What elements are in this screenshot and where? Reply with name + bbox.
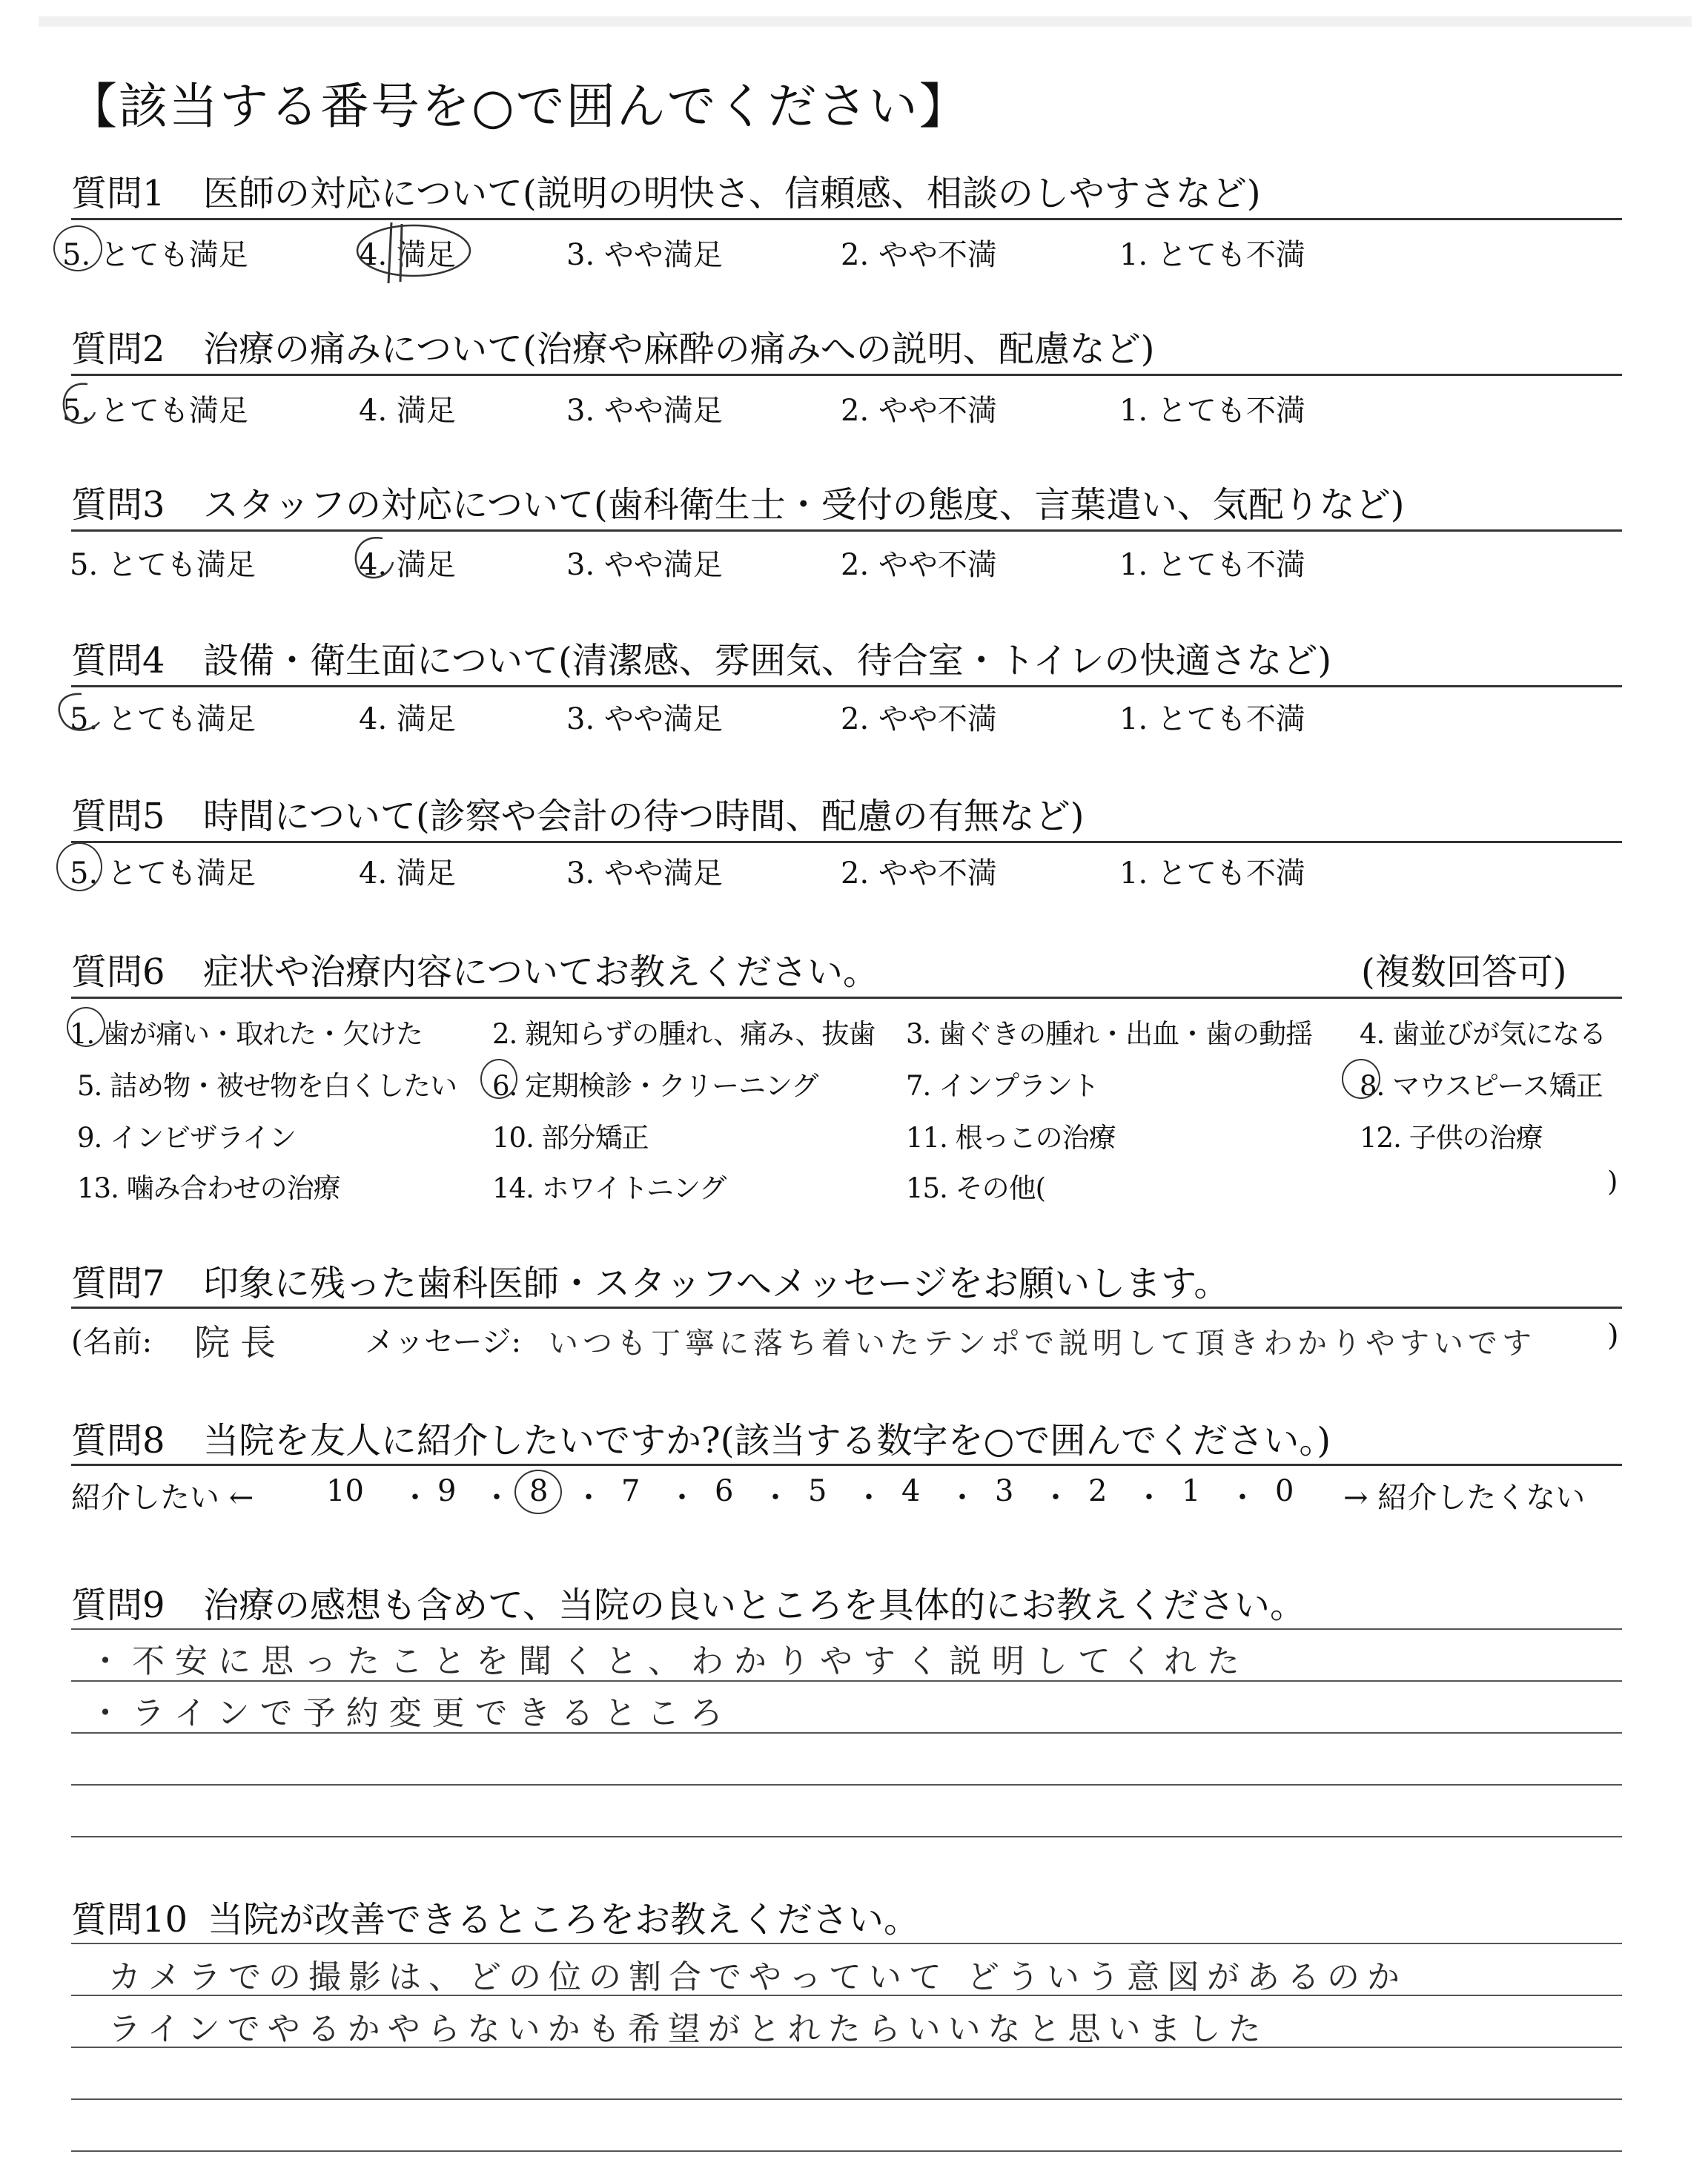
message-value[interactable]: いつも丁寧に落ち着いたテンポで説明して頂きわかりやすいです bbox=[549, 1327, 1536, 1361]
question-text: 症状や治療内容についてお教えください。 bbox=[203, 951, 879, 993]
name-label: (名前: bbox=[71, 1325, 153, 1359]
recommend-left-label: 紹介したい ← bbox=[71, 1481, 254, 1515]
scale-dot: ・ bbox=[854, 1481, 884, 1515]
question-1-rule bbox=[71, 218, 1622, 220]
question-number: 質問5 bbox=[71, 796, 165, 837]
q6-item-15[interactable]: 15. その他( bbox=[906, 1172, 1046, 1204]
answer-line bbox=[71, 1943, 1622, 1944]
q3-option-1[interactable]: 1. とても不満 bbox=[1119, 548, 1305, 582]
q4-option-5[interactable]: 5. とても満足 bbox=[70, 702, 256, 736]
scale-dot: ・ bbox=[1134, 1481, 1164, 1515]
question-4-heading bbox=[71, 632, 1331, 683]
q1-option-2[interactable]: 2. やや不満 bbox=[841, 238, 997, 272]
multiple-answer-note: (複数回答可) bbox=[1361, 951, 1567, 993]
question-1-heading bbox=[71, 165, 1261, 216]
scale-dot: ・ bbox=[761, 1481, 790, 1515]
question-text: 印象に残った歯科医師・スタッフへメッセージをお願いします。 bbox=[203, 1263, 1230, 1304]
question-text: 治療の感想も含めて、当院の良いところを具体的にお教えください。 bbox=[203, 1585, 1306, 1626]
answer-line bbox=[71, 1784, 1622, 1786]
page-title: 【該当する番号を○で囲んでください】 bbox=[68, 78, 970, 135]
q9-answer-line-2[interactable]: ・ラインで予約変更できるところ bbox=[89, 1694, 733, 1732]
question-text: 医師の対応について(説明の明快さ、信頼感、相談のしやすさなど) bbox=[203, 173, 1261, 214]
scale-dot: ・ bbox=[1041, 1481, 1070, 1515]
scale-8[interactable]: 8 bbox=[529, 1474, 549, 1508]
question-text: 当院が改善できるところをお教えください。 bbox=[208, 1899, 920, 1941]
q1-option-5[interactable]: 5. とても満足 bbox=[62, 238, 248, 272]
question-7-rule bbox=[71, 1307, 1622, 1309]
question-number: 質問6 bbox=[71, 951, 165, 993]
q10-answer-line-2[interactable]: ラインでやるかやらないかも希望がとれたらいいなと思いました bbox=[108, 2010, 1268, 2048]
scale-4[interactable]: 4 bbox=[901, 1474, 921, 1508]
recommend-right-label: → 紹介したくない bbox=[1343, 1481, 1586, 1515]
question-number: 質問9 bbox=[71, 1585, 165, 1626]
question-text: 当院を友人に紹介したいですか?(該当する数字を○で囲んでください。) bbox=[203, 1420, 1331, 1462]
question-number: 質問3 bbox=[71, 484, 165, 526]
scale-2[interactable]: 2 bbox=[1088, 1474, 1108, 1508]
q6-item-13[interactable]: 13. 噛み合わせの治療 bbox=[77, 1172, 340, 1204]
q3-option-4[interactable]: 4. 満足 bbox=[359, 548, 456, 582]
selection-circle bbox=[49, 690, 108, 737]
question-number: 質問1 bbox=[71, 173, 165, 214]
q1-option-3[interactable]: 3. やや満足 bbox=[566, 238, 723, 272]
question-10-heading bbox=[71, 1891, 919, 1942]
q5-option-3[interactable]: 3. やや満足 bbox=[566, 856, 723, 891]
q6-item-4[interactable]: 4. 歯並びが気になる bbox=[1360, 1018, 1606, 1050]
name-value[interactable]: 院長 bbox=[194, 1322, 287, 1364]
scale-dot: ・ bbox=[667, 1481, 697, 1515]
question-2-heading bbox=[71, 320, 1155, 371]
question-8-rule bbox=[71, 1464, 1622, 1466]
selection-circle bbox=[67, 1007, 105, 1047]
q6-item-15-close: ) bbox=[1607, 1166, 1618, 1198]
q4-option-3[interactable]: 3. やや満足 bbox=[566, 702, 723, 736]
q5-option-2[interactable]: 2. やや不満 bbox=[841, 856, 997, 891]
q9-answer-line-1[interactable]: ・不安に思ったことを聞くと、わかりやすく説明してくれた bbox=[89, 1642, 1250, 1680]
selection-circle bbox=[56, 842, 102, 891]
question-5-heading bbox=[71, 787, 1085, 839]
question-number: 質問2 bbox=[71, 328, 165, 370]
scale-dot: ・ bbox=[947, 1481, 977, 1515]
scale-7[interactable]: 7 bbox=[621, 1474, 640, 1508]
question-3-heading bbox=[71, 476, 1405, 527]
selection-circle bbox=[58, 380, 102, 429]
q2-option-3[interactable]: 3. やや満足 bbox=[566, 394, 723, 428]
question-number: 質問10 bbox=[71, 1899, 188, 1941]
question-6-heading bbox=[71, 943, 878, 994]
scale-6[interactable]: 6 bbox=[715, 1474, 734, 1508]
question-number: 質問8 bbox=[71, 1420, 165, 1462]
question-4-rule bbox=[71, 685, 1622, 687]
scale-0[interactable]: 0 bbox=[1275, 1474, 1294, 1508]
answer-line bbox=[71, 2150, 1622, 2152]
q4-option-4[interactable]: 4. 満足 bbox=[359, 702, 456, 736]
question-text: 時間について(診察や会計の待つ時間、配慮の有無など) bbox=[203, 796, 1085, 837]
scale-dot: ・ bbox=[574, 1481, 603, 1515]
q6-item-1[interactable]: 1. 歯が痛い・取れた・欠けた bbox=[70, 1018, 423, 1050]
scale-9[interactable]: 9 bbox=[437, 1474, 457, 1508]
q5-option-5[interactable]: 5. とても満足 bbox=[70, 856, 256, 891]
question-3-rule bbox=[71, 529, 1622, 532]
question-9-heading bbox=[71, 1576, 1305, 1628]
message-close: ) bbox=[1607, 1318, 1619, 1353]
q6-item-10[interactable]: 10. 部分矯正 bbox=[492, 1122, 649, 1154]
selection-circle bbox=[514, 1470, 562, 1514]
scan-top-band bbox=[39, 16, 1692, 27]
selection-circle bbox=[480, 1059, 517, 1099]
q2-option-4[interactable]: 4. 満足 bbox=[359, 394, 456, 428]
q2-option-1[interactable]: 1. とても不満 bbox=[1119, 394, 1305, 428]
q6-item-6[interactable]: 6. 定期検診・クリーニング bbox=[492, 1070, 818, 1102]
q1-option-1[interactable]: 1. とても不満 bbox=[1119, 238, 1305, 272]
scale-10[interactable]: 10 bbox=[326, 1474, 364, 1508]
q2-option-5[interactable]: 5. とても満足 bbox=[62, 394, 248, 428]
answer-line bbox=[71, 2098, 1622, 2100]
selection-circle bbox=[1342, 1059, 1380, 1099]
q6-item-8[interactable]: 8. マウスピース矯正 bbox=[1360, 1070, 1603, 1102]
scale-dot: ・ bbox=[482, 1481, 512, 1515]
q6-item-2[interactable]: 2. 親知らずの腫れ、痛み、抜歯 bbox=[492, 1018, 875, 1050]
q3-option-3[interactable]: 3. やや満足 bbox=[566, 548, 723, 582]
scale-dot: ・ bbox=[400, 1481, 430, 1515]
q5-option-1[interactable]: 1. とても不満 bbox=[1119, 856, 1305, 891]
q6-item-11[interactable]: 11. 根っこの治療 bbox=[906, 1122, 1116, 1154]
q3-option-5[interactable]: 5. とても満足 bbox=[70, 548, 256, 582]
q1-option-4[interactable]: 4. 満足 bbox=[359, 238, 456, 272]
q10-answer-line-1[interactable]: カメラでの撮影は、どの位の割合でやっていて どういう意図があるのか bbox=[108, 1958, 1407, 1996]
q5-option-4[interactable]: 4. 満足 bbox=[359, 856, 456, 891]
question-6-rule bbox=[71, 997, 1622, 999]
question-text: 治療の痛みについて(治療や麻酔の痛みへの説明、配慮など) bbox=[203, 328, 1155, 370]
scribbled-circle-mark bbox=[348, 215, 474, 289]
message-label: メッセージ: bbox=[365, 1325, 522, 1359]
q6-item-12[interactable]: 12. 子供の治療 bbox=[1360, 1122, 1543, 1154]
scale-dot: ・ bbox=[1228, 1481, 1257, 1515]
q6-item-14[interactable]: 14. ホワイトニング bbox=[492, 1172, 726, 1204]
question-8-heading bbox=[71, 1412, 1331, 1463]
question-number: 質問7 bbox=[71, 1263, 165, 1304]
scale-1[interactable]: 1 bbox=[1182, 1474, 1201, 1508]
question-text: 設備・衛生面について(清潔感、雰囲気、待合室・トイレの快適さなど) bbox=[203, 640, 1332, 681]
question-5-rule bbox=[71, 841, 1622, 843]
question-7-heading bbox=[71, 1255, 1229, 1306]
q2-option-2[interactable]: 2. やや不満 bbox=[841, 394, 997, 428]
question-2-rule bbox=[71, 374, 1622, 376]
q4-option-2[interactable]: 2. やや不満 bbox=[841, 702, 997, 736]
q6-item-3[interactable]: 3. 歯ぐきの腫れ・出血・歯の動揺 bbox=[906, 1018, 1313, 1050]
question-text: スタッフの対応について(歯科衛生士・受付の態度、言葉遣い、気配りなど) bbox=[203, 484, 1405, 526]
q3-option-2[interactable]: 2. やや不満 bbox=[841, 548, 997, 582]
question-number: 質問4 bbox=[71, 640, 165, 681]
scale-3[interactable]: 3 bbox=[995, 1474, 1014, 1508]
selection-circle bbox=[53, 225, 102, 271]
answer-line bbox=[71, 1628, 1622, 1630]
scale-5[interactable]: 5 bbox=[808, 1474, 827, 1508]
selection-circle bbox=[348, 532, 399, 584]
q4-option-1[interactable]: 1. とても不満 bbox=[1119, 702, 1305, 736]
q6-item-7[interactable]: 7. インプラント bbox=[906, 1070, 1099, 1102]
q6-item-9[interactable]: 9. インビザライン bbox=[77, 1122, 296, 1154]
q6-item-5[interactable]: 5. 詰め物・被せ物を白くしたい bbox=[77, 1070, 457, 1102]
answer-line bbox=[71, 1836, 1622, 1837]
